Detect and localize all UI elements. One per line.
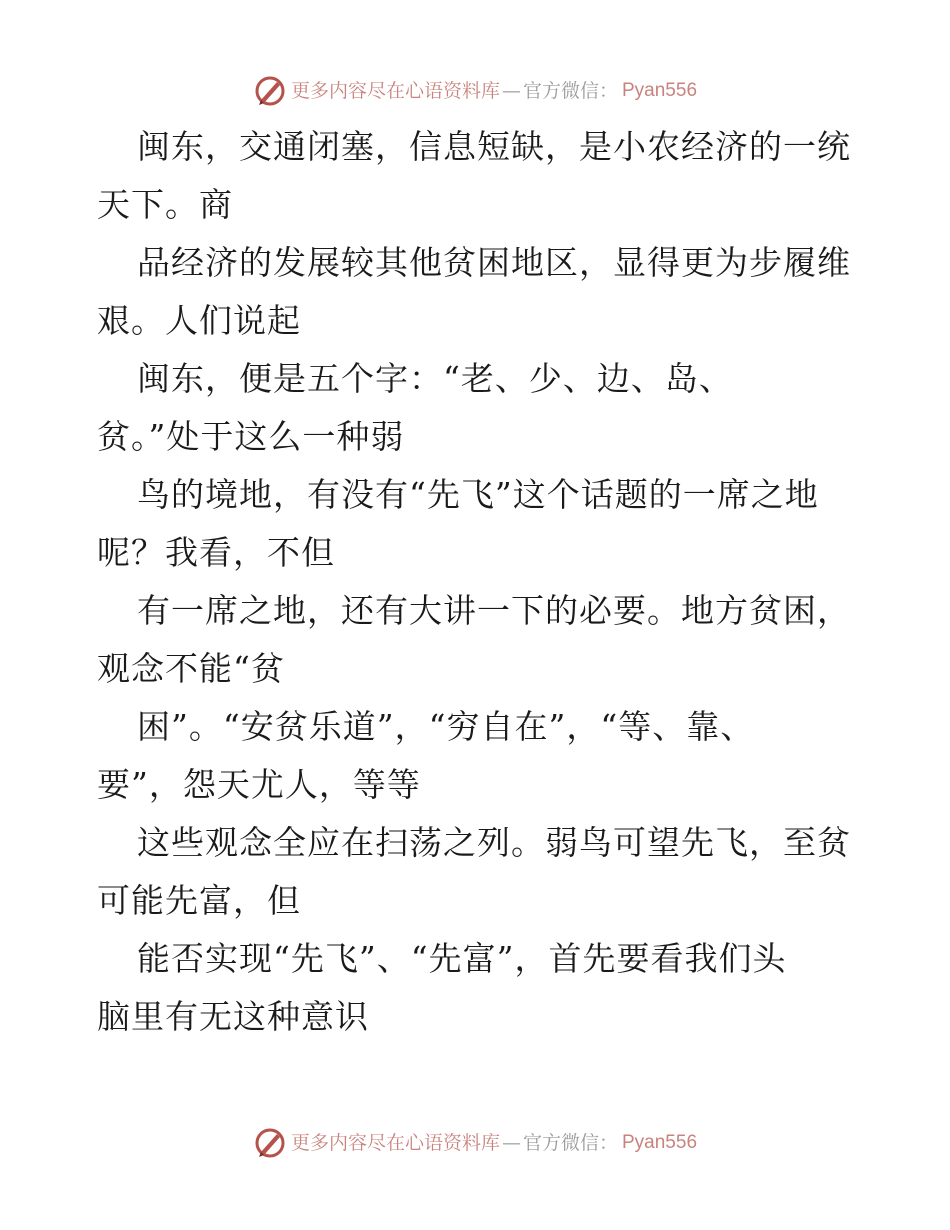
paragraph (97, 930, 857, 1046)
text-line: 这些观念全应在扫荡之列。弱鸟可望先飞，至贫 (137, 823, 851, 862)
paragraph (97, 814, 857, 930)
text-line: 困”。“安贫乐道”，“穷自在”，“等、靠、 (137, 707, 755, 746)
paragraph (97, 350, 857, 466)
pen-logo-icon (253, 74, 287, 108)
text-line: 贫。”处于这么一种弱 (97, 417, 405, 456)
paragraph (97, 234, 857, 350)
paragraph (97, 466, 857, 582)
text-line: 脑里有无这种意识 (97, 997, 369, 1036)
watermark-text: 更多内容尽在心语资料库 (290, 80, 500, 102)
text-line: 有一席之地，还有大讲一下的必要。地方贫困， (137, 591, 851, 630)
document-body (97, 118, 857, 1046)
text-line: 艰。人们说起 (97, 301, 301, 340)
header-watermark (0, 74, 950, 108)
text-line: 闽东，交通闭塞，信息短缺，是小农经济的一统 (137, 127, 851, 166)
watermark-wechat-id: Pyan556 (622, 80, 698, 101)
text-line: 可能先富，但 (97, 881, 301, 920)
watermark-wechat-label: 官方微信： (522, 80, 618, 102)
text-line: 品经济的发展较其他贫困地区，显得更为步履维 (137, 243, 851, 282)
paragraph (97, 698, 857, 814)
text-line: 要”，怨天尤人，等等 (97, 765, 421, 804)
footer-watermark (0, 1126, 950, 1160)
text-line: 呢？我看，不但 (97, 533, 335, 572)
text-line: 闽东，便是五个字：“老、少、边、岛、 (137, 359, 733, 398)
watermark-separator: — (501, 1132, 521, 1154)
watermark-text: 更多内容尽在心语资料库 (290, 1132, 500, 1154)
paragraph (97, 582, 857, 698)
watermark-wechat-id: Pyan556 (622, 1132, 698, 1153)
text-line: 鸟的境地，有没有“先飞”这个话题的一席之地 (137, 475, 819, 514)
paragraph (97, 118, 857, 234)
pen-logo-icon (253, 1126, 287, 1160)
text-line: 观念不能“贫 (97, 649, 285, 688)
watermark-separator: — (501, 80, 521, 102)
text-line: 天下。商 (97, 185, 233, 224)
watermark-wechat-label: 官方微信： (522, 1132, 618, 1154)
text-line: 能否实现“先飞”、“先富”，首先要看我们头 (137, 939, 787, 978)
